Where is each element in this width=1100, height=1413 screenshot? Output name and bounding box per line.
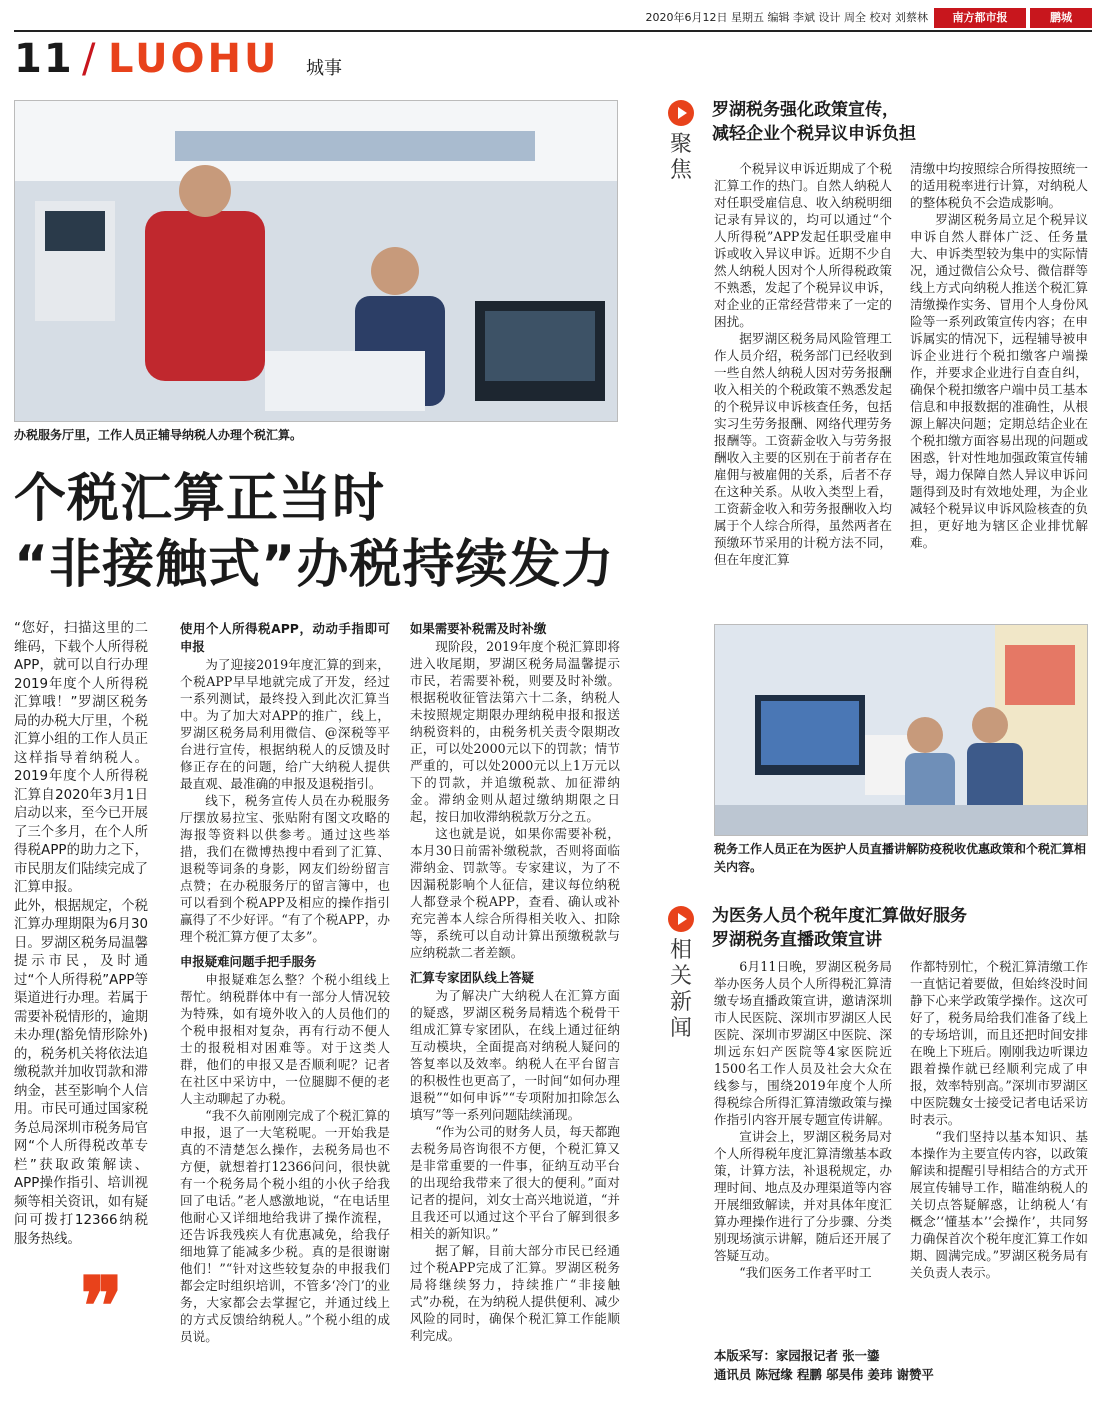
photo2-caption: 税务工作人员正在为医护人员直播讲解防疫税收优惠政策和个税汇算相关内容。 — [714, 842, 1087, 874]
related-article-title — [712, 904, 1092, 952]
subheading: 如果需要补税需及时补缴 — [410, 621, 547, 636]
header-rule — [14, 30, 1092, 32]
body-paragraph: 据罗湖区税务局风险管理工作人员介绍，税务部门已经收到一些自然人纳税人因对劳务报酬收入相关的个税政策不熟悉发起的个税异议申诉核查任务，包括实习生劳务报酬、网络代理劳务报酬等。工资薪金收入与劳务报酬收入主要的区别在于前者存在雇佣与被雇佣的关系，后者不存在这种关系。从收入类型上看，工资薪金收入和劳务报酬收入均属于个人综合所得，虽然两者在预缴环节采用的计税方法不同，但在年度汇算 — [714, 331, 892, 567]
body-paragraph: 为了迎接2019年度汇算的到来，个税APP早早地就完成了开发，经过一系列测试，最终投入到此次汇算当中。为了加大对APP的推广，线上，罗湖区税务局利用微信、@深税等平台进行宣传，根据纳税人的反馈及时修正存在的问题，给广大纳税人提供最直观、最准确的申报及退税指引。 — [180, 657, 390, 791]
article-column-3 — [410, 620, 620, 1344]
related-column-right — [910, 958, 1088, 1281]
related-title-line-1: 为医务人员个税年度汇算做好服务 — [712, 906, 967, 926]
photo1-caption: 办税服务厅里，工作人员正辅导纳税人办理个税汇算。 — [14, 428, 303, 442]
related-title-line-2: 罗湖税务直播政策宣讲 — [712, 930, 882, 950]
focus-title-line-2: 减轻企业个税异议申诉负担 — [712, 124, 916, 144]
lead-paragraph: 此外，根据规定，个税汇算办理期限为6月30日。罗湖区税务局温馨提示市民，及时通过“个人所得税”APP等渠道进行办理。若属于需要补税情形的，逾期未办理(豁免情形除外)的，税务机关将依法追缴税款并加收罚款和滞纳金，甚至影响个人信用。市民可通过国家税务总局深圳市税务局官网“个人所得税改革专栏”获取政策解读、APP操作指引、培训视频等相关资讯，如有疑问可拨打12366纳税服务热线。 — [14, 898, 148, 1247]
body-paragraph: 据了解，目前大部分市民已经通过个税APP完成了汇算。罗湖区税务局将继续努力，持续推广“非接触式”办税，在为纳税人提供便利、减少风险的同时，确保个税汇算工作能顺利完成。 — [410, 1243, 620, 1343]
headline-line-1: 个税汇算正当时 — [14, 469, 386, 529]
lead-column — [14, 620, 148, 1249]
quote-mark-icon: ❞ — [80, 1259, 124, 1353]
newspaper-logo: 南方都市报 — [934, 8, 1026, 28]
body-paragraph: 作都特别忙，个税汇算清缴工作一直惦记着要做，但始终没时间静下心来学政策学操作。这次可好了，税务局给我们准备了线上的专场培训，而且还把时间安排在晚上下班后。刚刚我边听课边跟着操作就已经顺利完成了申报，效率特别高。”深圳市罗湖区中医院魏女士接受记者电话采访时表示。 — [910, 959, 1088, 1127]
body-paragraph: 申报疑难怎么整？个税小组线上帮忙。纳税群体中有一部分人情况较为特殊，如有境外收入的人员他们的个税申报相对复杂，再有行动不便人士的报税相对困难等。对于这类人群，他们的申报又是否顺利呢？记者在社区中采访中，一位腿脚不便的老人主动聊起了办税。 — [180, 972, 390, 1106]
related-news-label: 相关新闻 — [669, 938, 692, 1041]
subheading: 申报疑难问题手把手服务 — [180, 954, 317, 969]
subheading: 汇算专家团队线上答疑 — [410, 970, 534, 985]
body-paragraph: 为了解决广大纳税人在汇算方面的疑惑，罗湖区税务局精选个税骨干组成汇算专家团队，在线上通过征纳互动模块，全面提高对纳税人疑问的答复率以及效率。纳税人在平台留言的积极性也更高了，一时间“如何办理退税”“如何申诉”“专项附加扣除怎么填写”等一系列问题陆续涌现。 — [410, 988, 620, 1122]
body-paragraph: 线下，税务宣传人员在办税服务厅摆放易拉宝、张贴附有图文攻略的海报等资料以供参考。通过这些举措，我们在微博热搜中看到了汇算、退税等词条的身影，网友们纷纷留言点赞；在办税服务厅的留言簿中，也可以看到个税APP及相应的操作指引赢得了不少好评。“有了个税APP，办理个税汇算方便了太多”。 — [180, 793, 390, 944]
focus-label: 聚焦 — [669, 132, 692, 183]
body-paragraph: 个税异议申诉近期成了个税汇算工作的热门。自然人纳税人对任职受雇信息、收入纳税明细记录有异议的，均可以通过“个人所得税”APP发起任职受雇申诉或收入异议申诉。近期不少自然人纳税人因对个人所得税政策不熟悉，发起了个税异议申诉，对企业的正常经营带来了一定的困扰。 — [714, 161, 892, 329]
focus-column-right — [910, 160, 1088, 551]
credit-line: 通讯员 陈冠缘 程鹏 邬昊伟 姜玮 谢赞平 — [714, 1367, 934, 1382]
supplement-logo: 鹏城 — [1030, 8, 1092, 28]
body-paragraph: 现阶段，2019年度个税汇算即将进入收尾期，罗湖区税务局温馨提示市民，若需要补税，则要及时补缴。根据税收征管法第六十二条，纳税人未按照规定期限办理纳税申报和报送纳税资料的，由税务机关责令限期改正，可以处2000元以下的罚款；情节严重的，可以处2000元以上1万元以下的罚款，并追缴税款、加征滞纳金。滞纳金则从超过缴纳期限之日起，按日加收滞纳税款万分之五。 — [410, 639, 620, 824]
play-icon — [668, 100, 694, 126]
lead-paragraph: “您好，扫描这里的二维码，下载个人所得税APP，就可以自行办理2019年度个人所得税汇算哦！”罗湖区税务局的办税大厅里，个税汇算小组的工作人员正这样指导着纳税人。2019年度个人所得税汇算自2020年3月1日启动以来，至今已开展了三个多月，在个人所得税APP的助力之下，市民朋友们陆续完成了汇算申报。 — [14, 621, 148, 895]
section-subtitle: 城事 — [306, 58, 342, 79]
section-name: LUOHU — [108, 36, 280, 82]
credit-line: 本版采写：家园报记者 张一鎏 — [714, 1348, 880, 1363]
focus-title-line-1: 罗湖税务强化政策宣传， — [712, 100, 899, 120]
tax-hall-photo — [14, 100, 618, 422]
tax-hall-photo-illustration — [15, 101, 618, 422]
section-divider-slash: / — [82, 36, 96, 82]
body-paragraph: “我们医务工作者平时工 — [739, 1265, 872, 1280]
body-paragraph: 宣讲会上，罗湖区税务局对个人所得税年度汇算清缴基本政策，计算方法，补退税规定，办理时间、地点及办理渠道等内容开展细致解读，并对具体年度汇算办理操作进行了分步骤、分类别现场演示讲解，随后还开展了答疑互动。 — [714, 1129, 892, 1263]
page-header-bar — [0, 0, 1100, 32]
livestream-photo-illustration — [715, 625, 1088, 836]
main-headline — [14, 466, 634, 598]
focus-article-title — [712, 98, 1092, 146]
body-paragraph: “我不久前刚刚完成了个税汇算的申报，退了一大笔税呢。一开始我是真的不清楚怎么操作，去税务局也不方便，就想着打12366问问，很快就有一个税务局个税小组的小伙子给我回了电话。”老人感激地说，“在电话里他耐心又详细地给我讲了操作流程，还告诉我残疾人有优惠减免，给我仔细地算了能减多少税。真的是很谢谢他们！”“针对这些较复杂的申报我们都会定时组织培训，不管多‘冷门’的业务，大家都会去掌握它，并通过线上的方式反馈给纳税人。”个税小组的成员说。 — [180, 1108, 390, 1344]
article-column-2 — [180, 620, 390, 1345]
subheading: 使用个人所得税APP，动动手指即可申报 — [180, 621, 390, 654]
body-paragraph: 这也就是说，如果你需要补税，本月30日前需补缴税款，否则将面临滞纳金、罚款等。专家建议，为了不因漏税影响个人征信，建议每位纳税人都登录个税APP，查看、确认或补充完善本人综合所得相关收入、扣除等，系统可以自动计算出预缴税款与应纳税款二者差额。 — [410, 826, 620, 960]
focus-column-left — [714, 160, 892, 568]
headline-line-2: “非接触式”办税持续发力 — [14, 535, 615, 595]
byline-credits — [714, 1346, 1088, 1384]
body-paragraph: “作为公司的财务人员，每天都跑去税务局咨询很不方便，个税汇算又是非常重要的一件事，征纳互动平台的出现给我带来了很大的便利。”面对记者的提问，刘女士高兴地说道，“并且我还可以通过这个平台了解到很多相关的新知识。” — [410, 1124, 620, 1241]
page-number: 11 — [14, 36, 74, 82]
play-icon — [668, 906, 694, 932]
body-paragraph: 清缴中均按照综合所得按照统一的适用税率进行计算，对纳税人的整体税负不会造成影响。 — [910, 161, 1088, 210]
body-paragraph: “我们坚持以基本知识、基本操作为主要宣传内容，以政策解读和提醒引导相结合的方式开展宣传辅导工作，瞄准纳税人的关切点答疑解惑，让纳税人‘有概念’‘懂基本’‘会操作’，共同努力确保首次个税年度汇算工作如期、圆满完成。”罗湖区税务局有关负责人表示。 — [910, 1129, 1088, 1280]
body-paragraph: 罗湖区税务局立足个税异议申诉自然人群体广泛、任务量大、申诉类型较为集中的实际情况，通过微信公众号、微信群等线上方式向纳税人推送个税汇算清缴操作实务、冒用个人身份风险等一系列政策宣传内容；在申诉属实的情况下，远程辅导被申诉企业进行个税扣缴客户端操作，并要求企业进行自查自纠，确保个税扣缴客户端中员工基本信息和申报数据的准确性，从根源上解决问题；定期总结企业在个税扣缴方面容易出现的问题或困惑，针对性地加强政策宣传辅导，竭力保障自然人异议申诉问题得到及时有效地处理，为企业减轻个税异议申诉风险核查的负担，更好地为辖区企业排忧解难。 — [910, 212, 1088, 550]
related-column-left — [714, 958, 892, 1281]
page-meta-info: 2020年6月12日 星期五 编辑 李斌 设计 周全 校对 刘蔡林 — [645, 11, 928, 24]
body-paragraph: 6月11日晚，罗湖区税务局举办医务人员个人所得税汇算清缴专场直播政策宣讲，邀请深圳市人民医院、深圳市罗湖区人民医院、深圳市罗湖区中医院、深圳远东妇产医院等4家医院近1500名工作人员及社会大众在线参与，围绕2019年度个人所得税综合所得汇算清缴政策与操作指引内容开展专题宣传讲解。 — [714, 959, 892, 1127]
livestream-photo — [714, 624, 1088, 836]
